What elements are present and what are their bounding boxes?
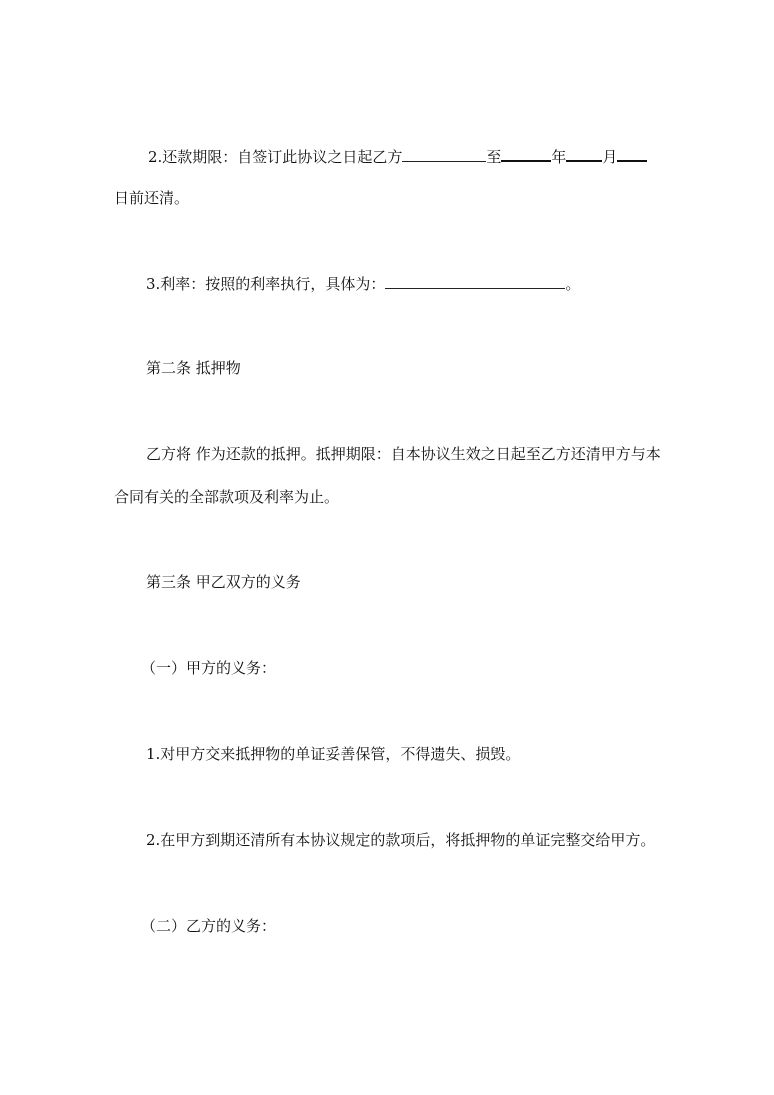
party-b-duties-heading: （二）乙方的义务： [141, 917, 277, 935]
interest-rate-suffix: 。 [565, 275, 581, 293]
repayment-term-text: 2.还款期限：自签订此协议之日起乙方 [148, 148, 403, 166]
article-3-heading: 第三条 甲乙双方的义务 [146, 573, 301, 591]
repayment-to-text: 至 [486, 148, 502, 166]
repayment-term-continuation: 日前还清。 [114, 189, 190, 207]
repayment-month-text: 月 [602, 148, 618, 166]
repayment-day-blank [617, 146, 647, 162]
party-a-duty-1: 1.对甲方交来抵押物的单证妥善保管，不得遗失、损毁。 [146, 745, 521, 763]
party-a-duty-2: 2.在甲方到期还清所有本协议规定的款项后，将抵押物的单证完整交给甲方。 [146, 831, 656, 849]
article-2-body-line-1: 乙方将 作为还款的抵押。抵押期限：自本协议生效之日起至乙方还清甲方与本 [146, 445, 661, 463]
repayment-term-line [148, 146, 647, 167]
repayment-month-blank [566, 146, 602, 162]
article-2-heading: 第二条 抵押物 [146, 359, 241, 377]
repayment-party-blank [402, 147, 486, 162]
repayment-year-text: 年 [551, 148, 567, 166]
interest-rate-line [146, 274, 580, 294]
party-a-duties-heading: （一）甲方的义务： [141, 659, 277, 677]
interest-rate-text: 3.利率：按照的利率执行，具体为： [146, 275, 386, 293]
article-2-body-line-2: 合同有关的全部款项及利率为止。 [114, 488, 340, 506]
repayment-year-blank [501, 146, 551, 162]
interest-rate-blank [385, 274, 565, 289]
